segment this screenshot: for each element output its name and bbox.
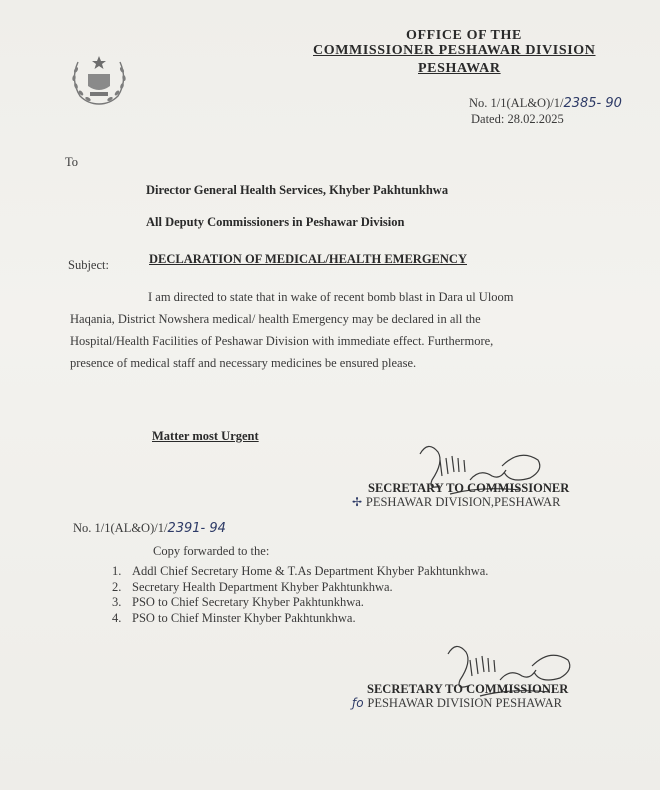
body-paragraph xyxy=(70,286,604,374)
government-emblem-icon xyxy=(66,52,132,108)
reference-number-2-handwritten: 2391- 94 xyxy=(167,521,226,536)
subject-label: Subject: xyxy=(68,258,109,272)
office-header-line2: COMMISSIONER PESHAWAR DIVISION xyxy=(313,43,596,58)
office-header-line1: OFFICE OF THE xyxy=(406,28,522,43)
copy-forwarded-label: Copy forwarded to the: xyxy=(153,544,270,558)
signature2-office-text: PESHAWAR DIVISION PESHAWAR xyxy=(367,696,562,710)
signature1-office xyxy=(352,495,560,510)
body-line-1: I am directed to state that in wake of recent bomb blast in Dara ul Uloom xyxy=(148,290,514,304)
reference-number xyxy=(469,96,622,111)
list-item: 1. Addl Chief Secretary Home & T.As Department Khyber Pakhtunkhwa. xyxy=(112,564,489,578)
list-item: 2. Secretary Health Department Khyber Pakhtunkhwa. xyxy=(112,579,393,594)
reference-number-label: No. 1/1(AL&O)/1/ xyxy=(469,96,564,110)
body-line-3: Hospital/Health Facilities of Peshawar Division with immediate effect. Furthermore, xyxy=(70,334,494,348)
reference-number-handwritten: 2385- 90 xyxy=(563,96,622,111)
signature1-office-text: PESHAWAR DIVISION,PESHAWAR xyxy=(365,495,561,509)
body-line-2: Haqania, District Nowshera medical/ health Emergency may be declared in all the xyxy=(70,312,481,326)
office-header-line3: PESHAWAR xyxy=(418,61,501,76)
dated: Dated: 28.02.2025 xyxy=(471,112,564,126)
for-mark-2-icon: ƒo xyxy=(352,696,368,710)
reference-number-2-label: No. 1/1(AL&O)/1/ xyxy=(73,521,168,535)
to-label: To xyxy=(65,155,79,169)
body-line-4: presence of medical staff and necessary medicines be ensured please. xyxy=(70,356,417,370)
reference-number-2 xyxy=(73,521,226,536)
signature1-title: SECRETARY TO COMMISSIONER xyxy=(368,481,570,495)
for-mark-icon: ✢ xyxy=(352,495,366,509)
addressee-2: All Deputy Commissioners in Peshawar Division xyxy=(146,215,405,229)
signature2-office xyxy=(352,696,562,711)
urgent-note: Matter most Urgent xyxy=(152,429,259,443)
copy-list xyxy=(112,564,488,626)
list-item: 3. PSO to Chief Secretary Khyber Pakhtunkhwa. xyxy=(112,595,364,609)
signature2-title: SECRETARY TO COMMISSIONER xyxy=(367,682,569,696)
subject-text: DECLARATION OF MEDICAL/HEALTH EMERGENCY xyxy=(149,252,467,266)
addressee-1: Director General Health Services, Khyber Pakhtunkhwa xyxy=(146,183,449,197)
list-item: 4. PSO to Chief Minster Khyber Pakhtunkhwa. xyxy=(112,610,356,625)
